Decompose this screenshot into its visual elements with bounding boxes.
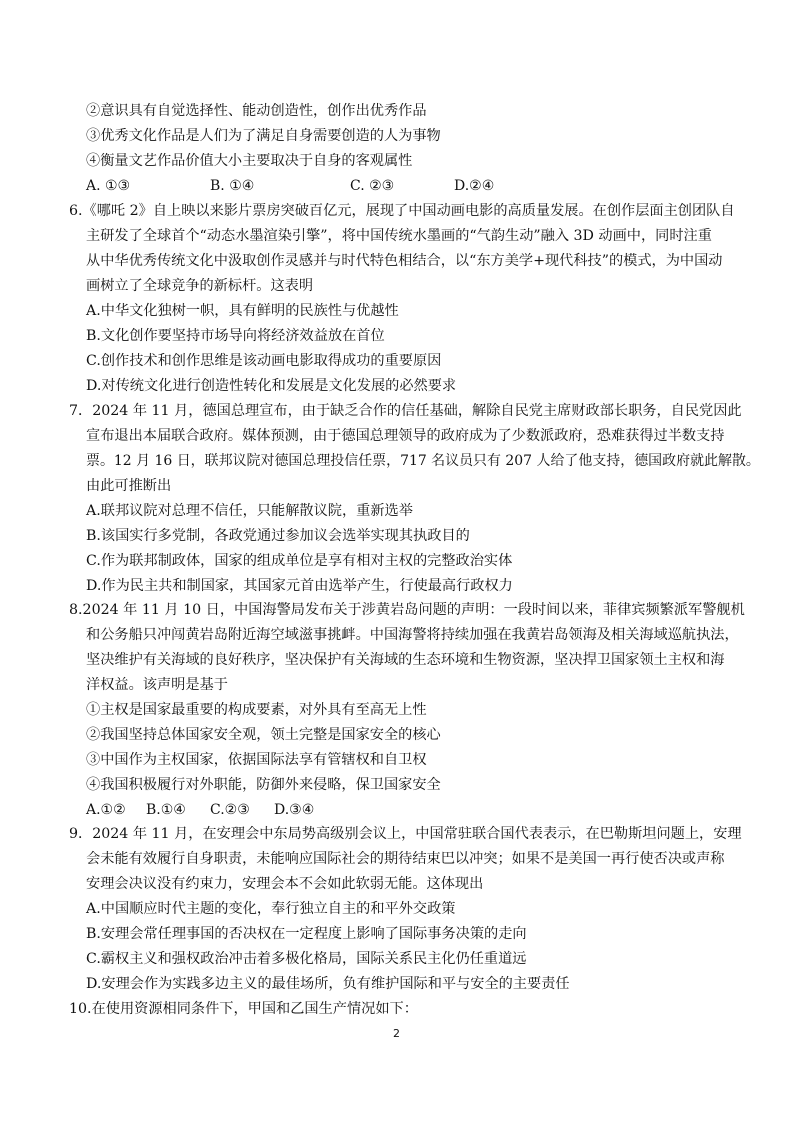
q5-option-c: C. ②③ [350, 178, 395, 194]
q10-stem-line-1: 10.在使用资源相同条件下，甲国和乙国生产情况如下： [69, 1001, 418, 1017]
q8-stem-line-2: 和公务船只冲闯黄岩岛附近海空域滋事挑衅。中国海警将持续加强在我黄岩岛领海及相关海域巡航执法， [86, 627, 739, 643]
q7-stem-line-4: 由此可推断出 [86, 478, 172, 494]
q8-option-c: C.②③ [210, 802, 250, 818]
q8-statement-2: ②我国坚持总体国家安全观，领土完整是国家安全的核心 [86, 727, 441, 743]
q7-option-d: D.作为民主共和制国家，其国家元首由选举产生，行使最高行政权力 [86, 578, 513, 594]
q6-stem-line-1: 6.《哪吒 2》自上映以来影片票房突破百亿元，展现了中国动画电影的高质量发展。在创作层面主创团队自 [69, 203, 735, 219]
q9-stem-line-2: 会未能有效履行自身职责，未能响应国际社会的期待结束巴以冲突；如果不是美国一再行使否决或声称 [86, 851, 725, 867]
q6-option-c: C.创作技术和创作思维是该动画电影取得成功的重要原因 [86, 353, 442, 369]
q8-option-a: A.①② [86, 802, 126, 818]
q6-stem-line-4: 画树立了全球竞争的新标杆。这表明 [86, 278, 314, 294]
q5-option-a: A. ①③ [86, 178, 131, 194]
q5-option-b: B. ①④ [210, 178, 255, 194]
q7-stem-line-2: 宣布退出本届联合政府。媒体预测，由于德国总理领导的政府成为了少数派政府，恐难获得过半数支持 [86, 428, 725, 444]
q8-option-d: D.③④ [274, 802, 315, 818]
q9-stem-line-3: 安理会决议没有约束力，安理会本不会如此软弱无能。这体现出 [86, 876, 484, 892]
q5-statement-2: ②意识具有自觉选择性、能动创造性，创作出优秀作品 [86, 103, 427, 119]
q7-stem-line-1: 7．2024 年 11 月，德国总理宣布，由于缺乏合作的信任基础，解除自民党主席财政部长职务，自民党因此 [69, 403, 742, 419]
q7-option-c: C.作为联邦制政体，国家的组成单位是享有相对主权的完整政治实体 [86, 553, 513, 569]
q7-option-b: B.该国实行多党制，各政党通过参加议会选举实现其执政目的 [86, 528, 470, 544]
q6-stem-line-2: 主研发了全球首个“动态水墨渲染引擎”，将中国传统水墨画的“气韵生动”融入 3D 动画中，同时注重 [86, 228, 712, 244]
q5-option-d: D.②④ [454, 178, 495, 194]
q8-statement-1: ①主权是国家最重要的构成要素，对外具有至高无上性 [86, 702, 427, 718]
q8-statement-3: ③中国作为主权国家，依据国际法享有管辖权和自卫权 [86, 752, 427, 768]
page-number: 2 [393, 1027, 400, 1040]
q8-statement-4: ④我国积极履行对外职能，防御外来侵略，保卫国家安全 [86, 777, 441, 793]
q9-stem-line-1: 9．2024 年 11 月，在安理会中东局势高级别会议上，中国常驻联合国代表表示，在巴勒斯坦问题上，安理 [69, 826, 742, 842]
q9-option-b: B.安理会常任理事国的否决权在一定程度上影响了国际事务决策的走向 [86, 926, 527, 942]
q8-stem-line-1: 8.2024 年 11 月 10 日，中国海警局发布关于涉黄岩岛问题的声明：一段时间以来，菲律宾频繁派军警舰机 [69, 602, 745, 618]
q6-stem-line-3: 从中华优秀传统文化中汲取创作灵感并与时代特色相结合，以“东方美学+现代科技”的模式，为中国动 [86, 253, 723, 269]
q8-option-b: B.①④ [146, 802, 186, 818]
q6-option-b: B.文化创作要坚持市场导向将经济效益放在首位 [86, 328, 385, 344]
q6-option-d: D.对传统文化进行创造性转化和发展是文化发展的必然要求 [86, 378, 457, 394]
q7-option-a: A.联邦议院对总理不信任，只能解散议院，重新选举 [86, 503, 413, 519]
q5-statement-4: ④衡量文艺作品价值大小主要取决于自身的客观属性 [86, 153, 413, 169]
q8-stem-line-3: 坚决维护有关海域的良好秩序，坚决保护有关海域的生态环境和生物资源，坚决捍卫国家领土主权和海 [86, 652, 725, 668]
q9-option-a: A.中国顺应时代主题的变化，奉行独立自主的和平外交政策 [86, 901, 456, 917]
q9-option-d: D.安理会作为实践多边主义的最佳场所，负有维护国际和平与安全的主要责任 [86, 976, 570, 992]
q8-stem-line-4: 洋权益。该声明是基于 [86, 677, 228, 693]
q6-option-a: A.中华文化独树一帜，具有鲜明的民族性与优越性 [86, 303, 399, 319]
q5-statement-3: ③优秀文化作品是人们为了满足自身需要创造的人为事物 [86, 128, 441, 144]
q9-option-c: C.霸权主义和强权政治冲击着多极化格局，国际关系民主化仍任重道远 [86, 951, 527, 967]
q7-stem-line-3: 票。12 月 16 日，联邦议院对德国总理投信任票，717 名议员只有 207 人给了他支持，德国政府就此解散。 [86, 453, 760, 469]
